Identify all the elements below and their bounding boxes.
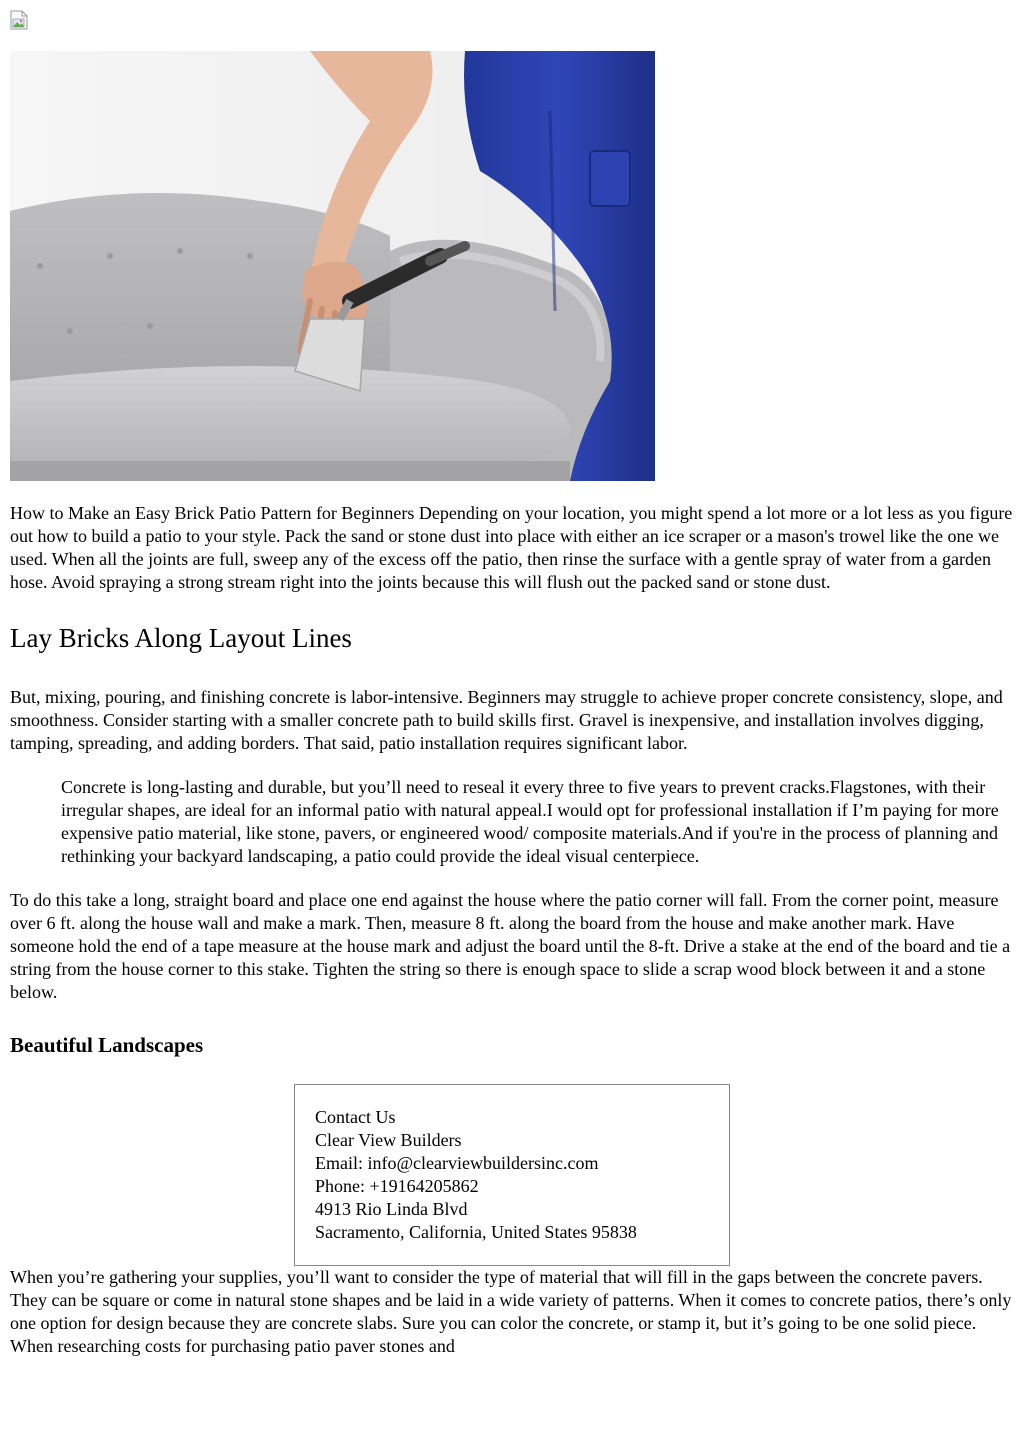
article-content (10, 502, 1014, 1358)
board-paragraph: To do this take a long, straight board and place one end against the house where the patio corner will fall. From the corner point, measure over 6 ft. along the house wall and make a mark. Then, measure 8 ft. along the board from the house and make another mark. Have someone hold the end of a tape measure at the house mark and adjust the board until the 8-ft. Drive a stake at the end of the board and tie a string from the house corner to this stake. Tighten the string so there is enough space to slide a scrap wood block between it and a stone below. (10, 890, 1011, 1002)
contact-email[interactable]: Email: info@clearviewbuildersinc.com (315, 1153, 599, 1173)
contact-company: Clear View Builders (315, 1130, 462, 1150)
contact-city: Sacramento, California, United States 95838 (315, 1222, 637, 1242)
quote-block: Concrete is long-lasting and durable, but you’ll need to reseal it every three to five years to prevent cracks.Flagstones, with their irregular shapes, are ideal for an informal patio with natural appeal.I would opt for professional installation if I’m paying for more expensive patio material, like stone, pavers, or engineered wood/ composite materials.And if you're in the process of planning and rethinking your backyard landscaping, a patio could provide the ideal visual centerpiece. (61, 777, 999, 866)
broken-image-icon (10, 10, 30, 30)
section-heading: Lay Bricks Along Layout Lines (10, 623, 352, 653)
concrete-paragraph: But, mixing, pouring, and finishing concrete is labor-intensive. Beginners may struggle to achieve proper concrete consistency, slope, and smoothness. Consider starting with a smaller concrete path to build skills first. Gravel is inexpensive, and installation involves digging, tamping, spreading, and adding borders. That said, patio installation requires significant labor. (10, 687, 1003, 753)
contact-box (294, 1084, 730, 1266)
hero-image-sofa-cleaning (10, 51, 655, 481)
contact-title: Contact Us (315, 1107, 396, 1127)
contact-phone[interactable]: Phone: +19164205862 (315, 1176, 479, 1196)
supplies-paragraph: When you’re gathering your supplies, you’ll want to consider the type of material that will fill in the gaps between the concrete pavers. They can be square or come in natural stone shapes and be laid in a wide variety of patterns. When it comes to concrete patios, there’s only one option for design because they are concrete slabs. Sure you can color the concrete, or stamp it, but it’s going to be one solid piece. When researching costs for purchasing patio paver stones and (10, 1267, 1012, 1356)
subheading: Beautiful Landscapes (10, 1033, 204, 1057)
intro-paragraph: How to Make an Easy Brick Patio Pattern for Beginners Depending on your location, you might spend a lot more or a lot less as you figure out how to build a patio to your style. Pack the sand or stone dust into place with either an ice scraper or a mason's trowel like the one we used. When all the joints are full, sweep any of the excess off the patio, then rinse the surface with a gentle spray of water from a garden hose. Avoid spraying a strong stream right into the joints because this will flush out the packed sand or stone dust. (10, 503, 1013, 592)
contact-street: 4913 Rio Linda Blvd (315, 1199, 468, 1219)
